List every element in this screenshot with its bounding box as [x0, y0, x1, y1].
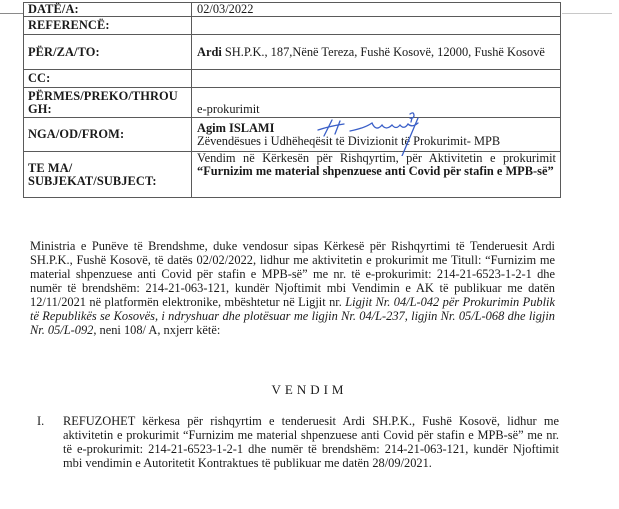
label-from: NGA/OD/FROM: [24, 118, 192, 152]
decision-heading: VENDIM [271, 382, 348, 397]
intro-text-b: , neni 108/ A, nxjerr këtë: [93, 323, 221, 337]
recipient-address: SH.P.K., 187,Nënë Tereza, Fushë Kosovë, 12000, Fushë Kosovë [221, 44, 545, 59]
label-subject: TE MA/ SUBJEKAT/SUBJECT: [24, 152, 192, 198]
item-text: REFUZOHET kërkesa për rishqyrtim e tenderuesit Ardi SH.P.K., Fushë Kosovë, lidhur me aktivitetin e prokurimit “Furnizim me material shpenzuese anti Covid për stafin e MPB-së” me nr. të e-prokurimit: 214-21-6523-1-2-1 dhe numër të brendshëm: 214-21-063-121, kundër Njoftimit mbi vendimin e Autoritetit Kontraktues të publikuar me datën 28/09/2021. [63, 414, 559, 470]
memo-header-table [23, 2, 561, 198]
sender-title: Zëvendësues i Udhëheqësit të Divizionit të Prokurimit- MPB [197, 133, 501, 148]
value-from [192, 118, 561, 152]
subject-text: Vendim në Kërkesën për Rishqyrtim, për Aktivitetin e prokurimit [197, 151, 556, 165]
item-number: I. [37, 414, 45, 428]
value-cc [192, 70, 561, 88]
row-through [24, 88, 561, 118]
sender-name: Agim ISLAMI [197, 120, 275, 135]
value-to [192, 35, 561, 70]
row-reference [24, 17, 561, 35]
intro-paragraph [30, 239, 555, 337]
subject-title: “Furnizim me material shpenzuese anti Covid për stafin e MPB-së” [197, 164, 554, 178]
row-subject [24, 152, 561, 198]
label-to: PËR/ZA/TO: [24, 35, 192, 70]
intro-text-a: Ministria e Punëve të Brendshme, duke vendosur sipas Kërkesë për Rishqyrtimi të Tenderuesit Ardi SH.P.K., Fushë Kosovë, të datës 02/02/2022, lidhur me aktivitetin e prokurimit me Titull: “Furnizim me material shpenzuese anti Covid për stafin e MPB-së” me nr. të e-prokurimit: 214-21-6523-1-2-1 dhe numër të brendshëm: 214-21-063-121, kundër Njoftimit mbi Vendimin e AK të publikuar me datën 12/11/2021 në platformën elektronike, mbështetur në Ligjit nr. [30, 239, 555, 309]
label-cc: CC: [24, 70, 192, 88]
margin-rule-right [562, 13, 612, 14]
label-date: DATË/A: [24, 3, 192, 17]
row-to [24, 35, 561, 70]
row-from [24, 118, 561, 152]
row-cc [24, 70, 561, 88]
label-reference: REFERENCË: [24, 17, 192, 35]
label-through: PËRMES/PREKO/THROU GH: [24, 88, 192, 118]
value-subject [192, 152, 561, 198]
recipient-name: Ardi [197, 44, 222, 59]
value-through: e-prokurimit [192, 88, 561, 118]
intro-law-references: Ligjit Nr. 04/L-042 për Prokurimin Publik të Republikës se Kosovës, i ndryshuar dhe plotësuar me ligjin Nr. 04/L-237, ligjin Nr. 05/L-068 dhe ligjin Nr. 05/L-092 [30, 295, 555, 337]
value-date: 02/03/2022 [192, 3, 561, 17]
margin-rule-left [0, 13, 23, 14]
value-reference [192, 17, 561, 35]
row-date [24, 3, 561, 17]
